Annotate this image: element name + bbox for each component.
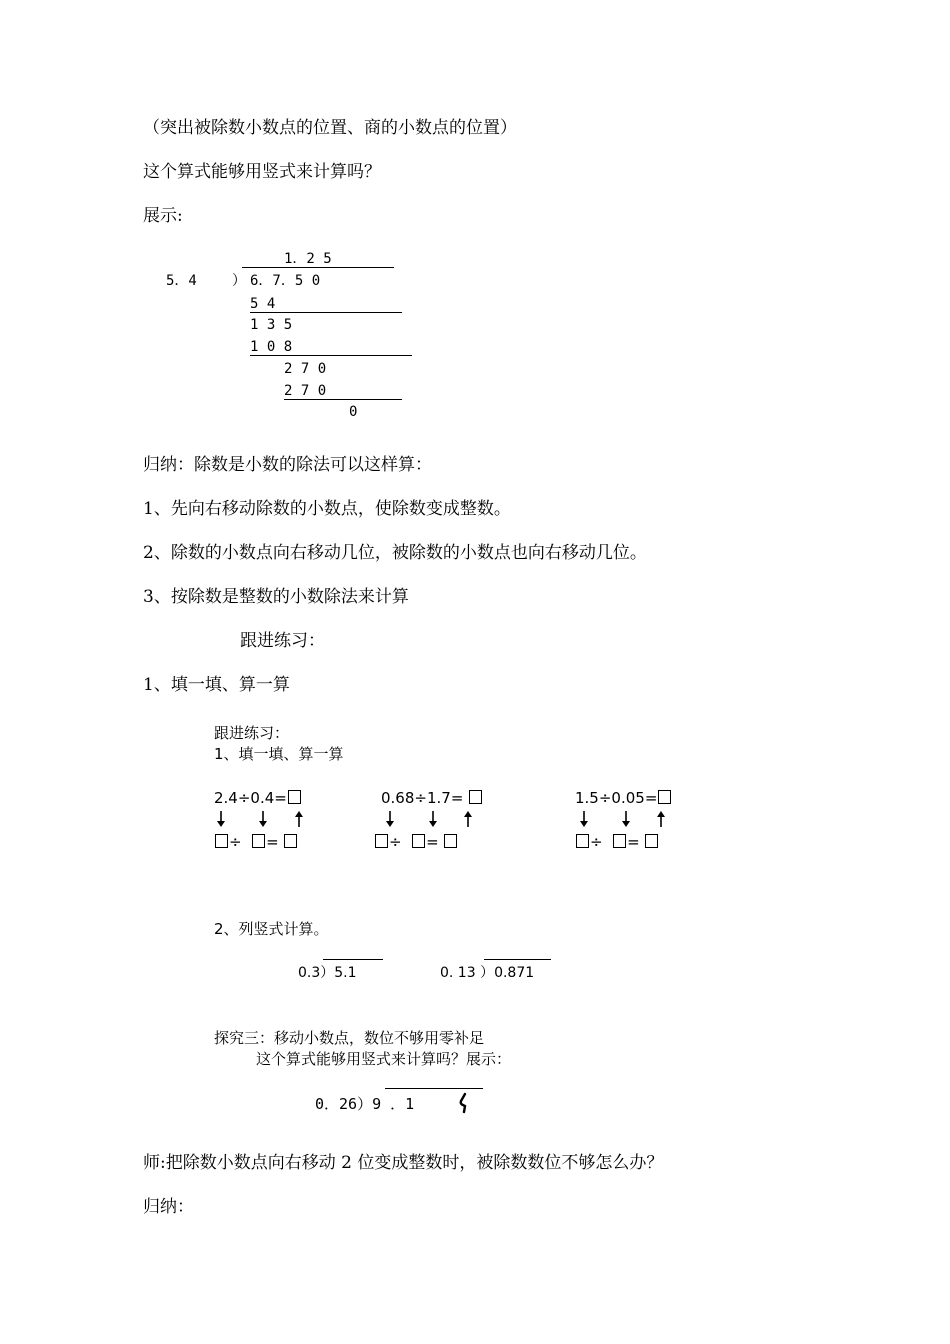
practice-heading: 跟进练习： bbox=[240, 631, 325, 651]
answer-box[interactable] bbox=[613, 834, 626, 848]
exercise-1-expr bbox=[214, 789, 302, 807]
exercise-2-text: 0.68÷1.7= bbox=[381, 789, 469, 807]
answer-box[interactable] bbox=[215, 834, 228, 848]
intro-show-label: 展示: bbox=[143, 206, 183, 226]
arrow-down-icon bbox=[621, 810, 631, 828]
equals-sign: = bbox=[627, 833, 640, 851]
image-item-1: 1、填一填、算一算 bbox=[214, 745, 344, 763]
step-line-1 bbox=[250, 312, 402, 313]
explore-question: 这个算式能够用竖式来计算吗？展示： bbox=[256, 1050, 512, 1068]
arrow-down-icon bbox=[258, 810, 268, 828]
arrow-up-icon bbox=[294, 810, 304, 828]
arrow-down-icon bbox=[385, 810, 395, 828]
divide-sign: ÷ bbox=[389, 833, 402, 851]
image-item-2: 2、列竖式计算。 bbox=[214, 920, 329, 938]
teacher-prompt: 师:把除数小数点向右移动 2 位变成整数时，被除数数位不够怎么办？ bbox=[143, 1153, 664, 1173]
explore-division bbox=[315, 1095, 414, 1113]
remainder: 0 bbox=[349, 404, 358, 420]
answer-box[interactable] bbox=[645, 834, 658, 848]
explore-vinculum bbox=[385, 1088, 483, 1089]
vertical-2-dividend: 0.871 bbox=[494, 965, 535, 981]
step-row-2: 1 3 5 bbox=[250, 317, 293, 333]
image-heading: 跟进练习： bbox=[214, 724, 290, 742]
answer-box[interactable] bbox=[469, 790, 482, 804]
quotient-line bbox=[242, 267, 394, 268]
closing-label: 归纳： bbox=[143, 1197, 194, 1217]
answer-box[interactable] bbox=[576, 834, 589, 848]
arrow-down-icon bbox=[216, 810, 226, 828]
answer-box[interactable] bbox=[375, 834, 388, 848]
practice-item-1: 1、填一填、算一算 bbox=[143, 675, 290, 695]
exercise-3-text: 1.5÷0.05= bbox=[575, 789, 658, 807]
step-row-4: 2 7 0 bbox=[284, 361, 327, 377]
exercise-2-bottom bbox=[374, 833, 458, 851]
vertical-1-divisor: 0.3） bbox=[298, 965, 335, 981]
arrow-down-icon bbox=[428, 810, 438, 828]
vertical-1-dividend: 5.1 bbox=[334, 965, 357, 981]
divide-sign: ÷ bbox=[590, 833, 603, 851]
explore-title: 探究三：移动小数点，数位不够用零补足 bbox=[214, 1029, 485, 1047]
vertical-2 bbox=[440, 964, 534, 982]
answer-box[interactable] bbox=[444, 834, 457, 848]
division-bracket: ） bbox=[232, 273, 246, 289]
intro-note: （突出被除数小数点的位置、商的小数点的位置） bbox=[143, 118, 517, 138]
answer-box[interactable] bbox=[658, 790, 671, 804]
summary-step-3: 3、按除数是整数的小数除法来计算 bbox=[143, 587, 409, 607]
explore-divisor: 0．26） bbox=[315, 1095, 373, 1113]
answer-box[interactable] bbox=[288, 790, 301, 804]
answer-box[interactable] bbox=[412, 834, 425, 848]
exercise-2-expr bbox=[381, 789, 483, 807]
vertical-1 bbox=[298, 964, 357, 982]
arrow-up-icon bbox=[463, 810, 473, 828]
step-line-3 bbox=[284, 399, 402, 400]
exercise-1-text: 2.4÷0.4= bbox=[214, 789, 287, 807]
divide-sign: ÷ bbox=[229, 833, 242, 851]
step-line-2 bbox=[250, 355, 412, 356]
vinculum-1 bbox=[323, 959, 383, 960]
exercise-3-bottom bbox=[575, 833, 659, 851]
answer-box[interactable] bbox=[284, 834, 297, 848]
explore-dividend: 9 ．1 bbox=[372, 1095, 415, 1113]
step-row-5: 2 7 0 bbox=[284, 383, 327, 399]
summary-step-1: 1、先向右移动除数的小数点，使除数变成整数。 bbox=[143, 499, 511, 519]
intro-question: 这个算式能够用竖式来计算吗？ bbox=[143, 162, 381, 182]
equals-sign: = bbox=[426, 833, 439, 851]
exercise-1-bottom bbox=[214, 833, 298, 851]
answer-box[interactable] bbox=[252, 834, 265, 848]
step-row-3: 1 0 8 bbox=[250, 339, 293, 355]
quotient: 1．2 5 bbox=[284, 251, 332, 267]
exercise-3-expr bbox=[575, 789, 672, 807]
vertical-2-divisor: 0. 13 ） bbox=[440, 965, 495, 981]
summary-title: 归纳：除数是小数的除法可以这样算： bbox=[143, 455, 432, 475]
divisor: 5．4 bbox=[166, 273, 197, 289]
summary-step-2: 2、除数的小数点向右移动几位，被除数的小数点也向右移动几位。 bbox=[143, 543, 647, 563]
vinculum-2 bbox=[484, 959, 551, 960]
handwritten-mark-icon bbox=[456, 1092, 470, 1114]
equals-sign: = bbox=[266, 833, 279, 851]
step-row-1: 5 4 bbox=[250, 296, 276, 312]
arrow-down-icon bbox=[579, 810, 589, 828]
arrow-up-icon bbox=[656, 810, 666, 828]
dividend: 6．7．5 0 bbox=[250, 273, 321, 289]
